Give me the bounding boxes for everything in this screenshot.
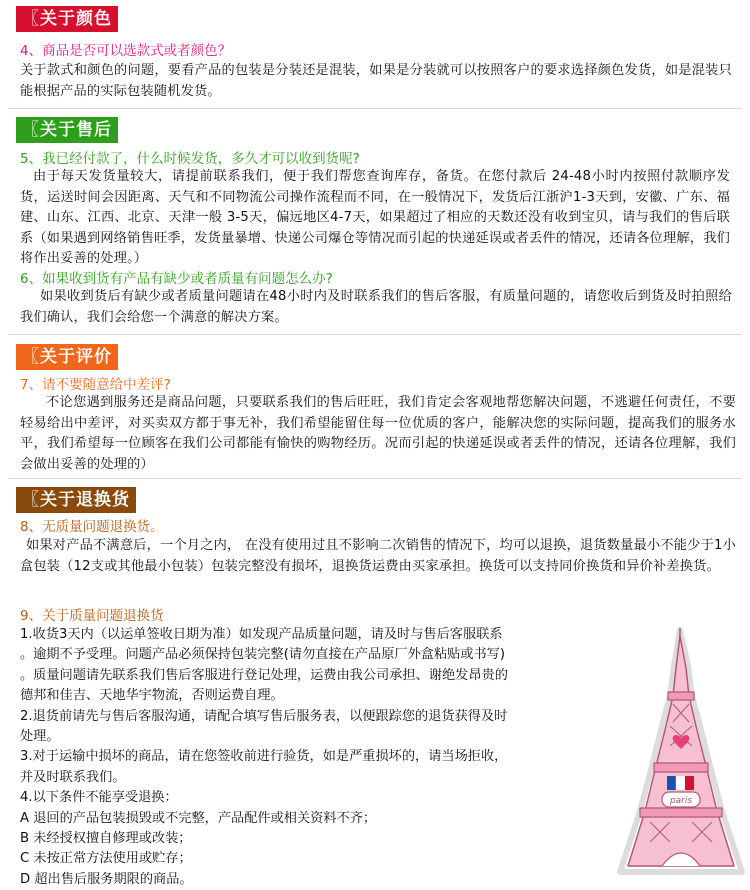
- policy-line: 。质量问题请先联系我们售后客服进行登记处理，运费由我公司承担、谢绝发昂贵的: [20, 667, 508, 683]
- divider: [8, 334, 742, 335]
- policy-line: B 未经授权擅自修理或改装；: [20, 831, 192, 847]
- answer-4: 关于款式和颜色的问题，要看产品的包装是分装还是混装，如果是分装就可以按照客户的要求选择颜色发货，如是混装只能根据产品的实际包装随机发货。: [20, 63, 732, 99]
- question-8: 8、无质量问题退换货。: [20, 519, 164, 535]
- answer-7: 不论您遇到服务还是商品问题，只要联系我们的售后旺旺，我们肯定会客观地帮您解决问题，不逃避任何责任，不要轻易给出中差评，对买卖双方都于事无补，我们希望能留住每一位优质的客户，能解决您的实际问题，提高我们的服务水平，我们希望每一位顾客在我们公司都能有愉快的购物经历。况而引起的快递延误或者丢件的情况，还请各位理解，我们会做出妥善的处理的）: [20, 395, 736, 472]
- policy-line: 2.退货前请先与售后客服沟通，请配合填写售后服务表，以便跟踪您的退货获得及时: [20, 708, 508, 724]
- policy-line: D 超出售后服务期限的商品。: [20, 871, 193, 887]
- policy-line: 德邦和佳吉、天地华宇物流，否则运费自理。: [20, 688, 284, 704]
- policy-line: 并及时联系我们。: [20, 769, 126, 785]
- answer-5: 由于每天发货量较大，请提前联系我们，便于我们帮您查询库存，备货。在您付款后 24-48小时内按照付款顺序发货，运送时间会因距离、天气和不同物流公司操作流程而不同，在一般情况下，发货后江浙沪1-3天到，安徽、广东、福建、山东、江西、北京、天津一般 3-5天，偏远地区4-7天，如果超过了相应的天数还没有收到宝贝，请与我们的售后联系（如果遇到网络销售旺季，发货量暴增、快递公司爆仓等情况而引起的快递延误或者丢件的情况，还请各位理解，我们将作出妥善的处理。）: [20, 169, 730, 266]
- divider: [8, 108, 742, 109]
- returns-policy-list: [20, 625, 610, 890]
- policy-line: A 退回的产品包装损毁或不完整，产品配件或相关资料不齐；: [20, 810, 377, 826]
- question-4: 4、商品是否可以选款式或者颜色？: [20, 43, 232, 59]
- section-badge-returns: 〖关于退换货: [16, 487, 136, 513]
- policy-line: 。逾期不予受理。问题产品必须保持包装完整(请勿直接在产品原厂外盒粘贴或书写): [20, 647, 506, 663]
- section-badge-color: 〖关于颜色: [16, 6, 118, 32]
- policy-line: 3.对于运输中损坏的商品，请在您签收前进行验货，如是严重损坏的，请当场拒收，: [20, 749, 508, 765]
- policy-line: 处理。: [20, 729, 60, 745]
- question-7: 7、请不要随意给中差评?: [20, 377, 171, 393]
- answer-6: 如果收到货后有缺少或者质量问题请在48小时内及时联系我们的售后客服，有质量问题的，请您收后到货及时拍照给我们确认，我们会给您一个满意的解决方案。: [20, 289, 732, 325]
- section-badge-reviews: 〖关于评价: [16, 344, 118, 370]
- question-9: 9、关于质量问题退换货: [20, 608, 164, 624]
- question-5: 5、我已经付款了，什么时候发货，多久才可以收到货呢?: [20, 151, 360, 167]
- policy-line: C 未按正常方法使用或贮存；: [20, 851, 192, 867]
- divider: [8, 478, 742, 479]
- question-6: 6、如果收到货有产品有缺少或者质量有问题怎么办?: [20, 271, 333, 287]
- policy-line: 1.收货3天内（以运单签收日期为准）如发现产品质量问题，请及时与售后客服联系: [20, 627, 503, 642]
- policy-line: 4.以下条件不能享受退换：: [20, 790, 178, 806]
- eiffel-tower-illustration: [610, 626, 750, 876]
- section-badge-after-sales: 〖关于售后: [16, 117, 118, 143]
- answer-8: 如果对产品不满意后，一个月之内， 在没有使用过且不影响二次销售的情况下，均可以退换，退货数量最小不能少于1小盒包装（12支或其他最小包装）包装完整没有损坏，退换货运费由买家承担。换货可以支持同价换货和异价补差换货。: [20, 538, 736, 574]
- tower-sign-text: paris: [669, 796, 693, 806]
